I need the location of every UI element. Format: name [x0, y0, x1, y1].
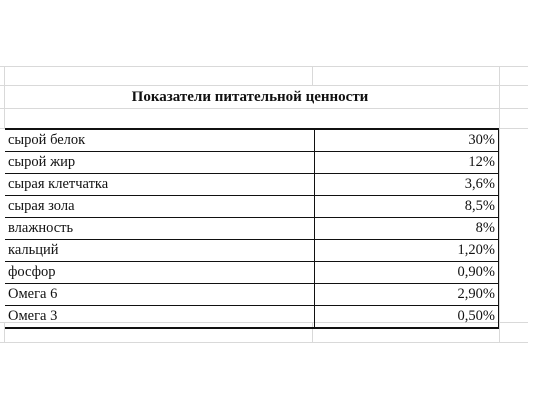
nutrient-name-cell[interactable]: сырая клетчатка	[5, 174, 315, 196]
table-title: Показатели питательной ценности	[131, 89, 369, 105]
table-row	[5, 152, 499, 174]
nutrient-value-cell[interactable]: 0,50%	[315, 306, 499, 329]
nutrient-name-cell[interactable]: сырой белок	[5, 129, 315, 152]
nutrient-name-cell[interactable]: влажность	[5, 218, 315, 240]
nutrient-value-cell[interactable]: 12%	[315, 152, 499, 174]
table-row	[5, 306, 499, 329]
nutrient-value-cell[interactable]: 30%	[315, 129, 499, 152]
nutrient-value-cell[interactable]: 8,5%	[315, 196, 499, 218]
nutrient-value-cell[interactable]: 8%	[315, 218, 499, 240]
table-row	[5, 218, 499, 240]
nutrient-name-cell[interactable]: Омега 3	[5, 306, 315, 329]
nutrient-name-cell[interactable]: кальций	[5, 240, 315, 262]
table-row	[5, 174, 499, 196]
grid-line	[0, 66, 528, 67]
nutrient-value-cell[interactable]: 3,6%	[315, 174, 499, 196]
nutrient-value-cell[interactable]: 2,90%	[315, 284, 499, 306]
table-row	[5, 284, 499, 306]
nutrient-value-cell[interactable]: 1,20%	[315, 240, 499, 262]
nutrient-name-cell[interactable]: сырая зола	[5, 196, 315, 218]
nutrient-name-cell[interactable]: фосфор	[5, 262, 315, 284]
table-row	[5, 240, 499, 262]
grid-line	[0, 108, 528, 109]
nutrient-name-cell[interactable]: Омега 6	[5, 284, 315, 306]
nutrient-name-cell[interactable]: сырой жир	[5, 152, 315, 174]
table-row	[5, 262, 499, 284]
grid-line	[312, 66, 313, 86]
table-row	[5, 129, 499, 152]
table-row	[5, 196, 499, 218]
grid-line	[0, 342, 528, 343]
nutrient-value-cell[interactable]: 0,90%	[315, 262, 499, 284]
nutrition-table	[5, 128, 499, 329]
